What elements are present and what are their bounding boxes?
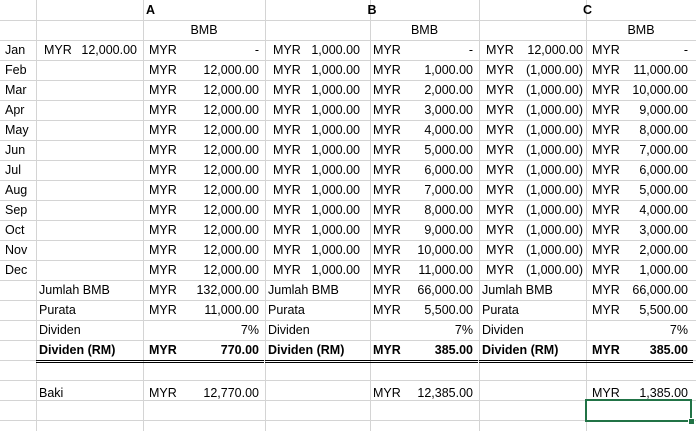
jumlah-bmb-label[interactable]: Jumlah BMB xyxy=(482,283,553,297)
col-a-bmb[interactable]: - xyxy=(254,43,259,57)
currency-symbol: MYR xyxy=(486,123,514,137)
month-label[interactable]: Jul xyxy=(5,163,21,177)
purata-value[interactable]: 5,500.00 xyxy=(424,303,473,317)
currency-symbol: MYR xyxy=(486,183,514,197)
col-a-bmb[interactable]: 12,000.00 xyxy=(203,263,259,277)
jumlah-bmb-value[interactable]: 132,000.00 xyxy=(196,283,259,297)
col-a-bmb[interactable]: 12,000.00 xyxy=(203,163,259,177)
col-b-bmb[interactable]: 6,000.00 xyxy=(424,163,473,177)
col-c-flow[interactable]: (1,000.00) xyxy=(526,263,583,277)
col-b-flow[interactable]: 1,000.00 xyxy=(311,63,360,77)
currency-symbol: MYR xyxy=(273,263,301,277)
col-b-bmb[interactable]: 5,000.00 xyxy=(424,143,473,157)
dividen-rm-label[interactable]: Dividen (RM) xyxy=(268,343,345,357)
purata-label[interactable]: Purata xyxy=(268,303,305,317)
currency-symbol: MYR xyxy=(273,123,301,137)
col-a-bmb[interactable]: 12,000.00 xyxy=(203,123,259,137)
col-c-bmb[interactable]: 11,000.00 xyxy=(633,63,688,77)
col-a-bmb[interactable]: 12,000.00 xyxy=(203,63,259,77)
currency-symbol: MYR xyxy=(273,83,301,97)
col-c-bmb[interactable]: 9,000.00 xyxy=(639,103,688,117)
gridline-horizontal xyxy=(0,380,696,381)
currency-symbol: MYR xyxy=(149,143,177,157)
col-c-bmb[interactable]: 3,000.00 xyxy=(639,223,688,237)
currency-symbol: MYR xyxy=(592,263,620,277)
currency-symbol: MYR xyxy=(273,103,301,117)
col-c-bmb[interactable]: 4,000.00 xyxy=(639,203,688,217)
month-label[interactable]: Feb xyxy=(5,63,27,77)
currency-symbol: MYR xyxy=(486,103,514,117)
dividen-rm-label[interactable]: Dividen (RM) xyxy=(482,343,559,357)
col-c-bmb[interactable]: 7,000.00 xyxy=(639,143,688,157)
currency-symbol: MYR xyxy=(373,263,401,277)
purata-value[interactable]: 5,500.00 xyxy=(639,303,688,317)
currency-symbol: MYR xyxy=(592,123,620,137)
fill-handle[interactable] xyxy=(688,418,695,425)
col-a-bmb[interactable]: 12,000.00 xyxy=(203,83,259,97)
dividen-rm-label[interactable]: Dividen (RM) xyxy=(39,343,116,357)
gridline-vertical xyxy=(265,0,266,431)
col-b-bmb[interactable]: 2,000.00 xyxy=(424,83,473,97)
col-b-flow[interactable]: 1,000.00 xyxy=(311,203,360,217)
currency-symbol: MYR xyxy=(486,203,514,217)
currency-symbol: MYR xyxy=(486,243,514,257)
col-b-bmb[interactable]: 7,000.00 xyxy=(424,183,473,197)
currency-symbol: MYR xyxy=(273,183,301,197)
month-label[interactable]: Oct xyxy=(5,223,25,237)
dividen-rate[interactable]: 7% xyxy=(240,323,259,337)
col-c-flow[interactable]: (1,000.00) xyxy=(526,203,583,217)
col-c-bmb[interactable]: - xyxy=(683,43,688,57)
col-b-flow[interactable]: 1,000.00 xyxy=(311,103,360,117)
col-c-bmb[interactable]: 8,000.00 xyxy=(639,123,688,137)
currency-symbol: MYR xyxy=(149,43,177,57)
col-a-bmb[interactable]: 12,000.00 xyxy=(203,143,259,157)
jumlah-bmb-label[interactable]: Jumlah BMB xyxy=(268,283,339,297)
currency-symbol: MYR xyxy=(373,103,401,117)
currency-symbol: MYR xyxy=(592,203,620,217)
col-b-flow[interactable]: 1,000.00 xyxy=(311,83,360,97)
currency-symbol: MYR xyxy=(373,283,401,297)
month-label[interactable]: Mar xyxy=(5,83,27,97)
col-c-bmb[interactable]: 10,000.00 xyxy=(632,83,688,97)
double-underline xyxy=(265,360,478,363)
double-underline xyxy=(479,360,693,363)
currency-symbol: MYR xyxy=(592,283,620,297)
currency-symbol: MYR xyxy=(592,43,620,57)
col-b-flow[interactable]: 1,000.00 xyxy=(311,43,360,57)
month-label[interactable]: Nov xyxy=(5,243,28,257)
currency-symbol: MYR xyxy=(373,343,401,357)
bmb-label-c[interactable]: BMB xyxy=(627,23,655,37)
currency-symbol: MYR xyxy=(149,223,177,237)
currency-symbol: MYR xyxy=(149,263,177,277)
currency-symbol: MYR xyxy=(486,43,514,57)
currency-symbol: MYR xyxy=(149,243,177,257)
currency-symbol: MYR xyxy=(373,83,401,97)
col-c-flow[interactable]: (1,000.00) xyxy=(526,63,583,77)
currency-symbol: MYR xyxy=(373,43,401,57)
col-c-flow[interactable]: (1,000.00) xyxy=(526,243,583,257)
currency-symbol: MYR xyxy=(486,143,514,157)
bmb-label-a[interactable]: BMB xyxy=(190,23,218,37)
currency-symbol: MYR xyxy=(273,203,301,217)
dividen-rm-value[interactable]: 770.00 xyxy=(220,343,259,357)
col-c-flow[interactable]: (1,000.00) xyxy=(526,223,583,237)
gridline-vertical xyxy=(143,0,144,431)
currency-symbol: MYR xyxy=(373,163,401,177)
col-c-flow[interactable]: (1,000.00) xyxy=(526,183,583,197)
col-b-bmb[interactable]: - xyxy=(468,43,473,57)
col-b-bmb[interactable]: 9,000.00 xyxy=(424,223,473,237)
currency-symbol: MYR xyxy=(373,243,401,257)
col-b-flow[interactable]: 1,000.00 xyxy=(311,163,360,177)
currency-symbol: MYR xyxy=(149,163,177,177)
purata-label[interactable]: Purata xyxy=(39,303,76,317)
currency-symbol: MYR xyxy=(592,63,620,77)
currency-symbol: MYR xyxy=(273,63,301,77)
col-b-flow[interactable]: 1,000.00 xyxy=(311,183,360,197)
month-label[interactable]: Aug xyxy=(5,183,28,197)
bmb-label-b[interactable]: BMB xyxy=(410,23,439,37)
col-b-flow[interactable]: 1,000.00 xyxy=(311,143,360,157)
section-header-b[interactable]: B xyxy=(367,3,377,17)
col-c-flow[interactable]: (1,000.00) xyxy=(526,103,583,117)
month-label[interactable]: Sep xyxy=(5,203,28,217)
currency-symbol: MYR xyxy=(373,143,401,157)
a-jan-deposit[interactable]: 12,000.00 xyxy=(81,43,137,57)
col-b-bmb[interactable]: 10,000.00 xyxy=(417,243,473,257)
currency-symbol: MYR xyxy=(373,303,401,317)
col-b-flow[interactable]: 1,000.00 xyxy=(311,123,360,137)
currency-symbol: MYR xyxy=(592,223,620,237)
jumlah-bmb-label[interactable]: Jumlah BMB xyxy=(39,283,110,297)
purata-value[interactable]: 11,000.00 xyxy=(204,303,259,317)
currency-symbol: MYR xyxy=(486,163,514,177)
currency-symbol: MYR xyxy=(273,243,301,257)
baki-value[interactable]: 12,770.00 xyxy=(203,386,259,400)
col-b-bmb[interactable]: 4,000.00 xyxy=(424,123,473,137)
col-b-flow[interactable]: 1,000.00 xyxy=(311,243,360,257)
currency-symbol: MYR xyxy=(486,223,514,237)
month-label[interactable]: Jan xyxy=(5,43,26,57)
baki-value[interactable]: 1,385.00 xyxy=(639,386,688,400)
currency-symbol: MYR xyxy=(592,183,620,197)
month-label[interactable]: Apr xyxy=(5,103,25,117)
month-label[interactable]: Dec xyxy=(5,263,28,277)
dividen-rm-value[interactable]: 385.00 xyxy=(649,343,688,357)
currency-symbol: MYR xyxy=(149,123,177,137)
jumlah-bmb-value[interactable]: 66,000.00 xyxy=(417,283,473,297)
currency-symbol: MYR xyxy=(149,83,177,97)
dividen-rate[interactable]: 7% xyxy=(669,323,688,337)
gridline-vertical xyxy=(479,0,480,431)
col-b-bmb[interactable]: 8,000.00 xyxy=(424,203,473,217)
col-b-flow[interactable]: 1,000.00 xyxy=(311,223,360,237)
col-c-bmb[interactable]: 6,000.00 xyxy=(639,163,688,177)
col-c-bmb[interactable]: 2,000.00 xyxy=(639,243,688,257)
currency-symbol: MYR xyxy=(373,386,401,400)
col-a-bmb[interactable]: 12,000.00 xyxy=(203,183,259,197)
double-underline xyxy=(36,360,264,363)
currency-symbol: MYR xyxy=(373,123,401,137)
currency-symbol: MYR xyxy=(149,343,177,357)
dividen-rm-value[interactable]: 385.00 xyxy=(434,343,473,357)
currency-symbol: MYR xyxy=(592,243,620,257)
currency-symbol: MYR xyxy=(273,143,301,157)
section-header-c[interactable]: C xyxy=(582,3,593,17)
currency-symbol: MYR xyxy=(273,43,301,57)
col-a-bmb[interactable]: 12,000.00 xyxy=(203,203,259,217)
gridline-vertical xyxy=(370,0,371,431)
dividen-label[interactable]: Dividen xyxy=(482,323,524,337)
section-header-a[interactable]: A xyxy=(145,3,156,17)
currency-symbol: MYR xyxy=(373,183,401,197)
currency-symbol: MYR xyxy=(373,63,401,77)
col-a-bmb[interactable]: 12,000.00 xyxy=(203,223,259,237)
month-label[interactable]: Jun xyxy=(5,143,26,157)
purata-label[interactable]: Purata xyxy=(482,303,519,317)
baki-label[interactable]: Baki xyxy=(39,386,64,400)
col-c-flow[interactable]: (1,000.00) xyxy=(526,83,583,97)
currency-symbol: MYR xyxy=(373,203,401,217)
dividen-label[interactable]: Dividen xyxy=(268,323,310,337)
currency-symbol: MYR xyxy=(149,183,177,197)
currency-symbol: MYR xyxy=(592,386,620,400)
col-c-bmb[interactable]: 1,000.00 xyxy=(639,263,688,277)
jumlah-bmb-value[interactable]: 66,000.00 xyxy=(632,283,688,297)
col-c-flow[interactable]: (1,000.00) xyxy=(526,123,583,137)
currency-symbol: MYR xyxy=(149,203,177,217)
currency-symbol: MYR xyxy=(149,283,177,297)
col-c-bmb[interactable]: 5,000.00 xyxy=(639,183,688,197)
currency-symbol: MYR xyxy=(149,63,177,77)
col-b-bmb[interactable]: 3,000.00 xyxy=(424,103,473,117)
col-b-bmb[interactable]: 1,000.00 xyxy=(424,63,473,77)
col-a-bmb[interactable]: 12,000.00 xyxy=(203,103,259,117)
col-c-flow[interactable]: 12,000.00 xyxy=(527,43,583,57)
currency-symbol: MYR xyxy=(373,223,401,237)
currency-symbol: MYR xyxy=(149,386,177,400)
currency-symbol: MYR xyxy=(592,83,620,97)
currency-symbol: MYR xyxy=(273,163,301,177)
dividen-rate[interactable]: 7% xyxy=(454,323,473,337)
gridline-vertical xyxy=(36,0,37,431)
currency-symbol: MYR xyxy=(592,103,620,117)
currency-symbol: MYR xyxy=(592,143,620,157)
currency-symbol: MYR xyxy=(149,103,177,117)
currency-symbol: MYR xyxy=(273,223,301,237)
currency-symbol: MYR xyxy=(486,263,514,277)
currency-symbol: MYR xyxy=(149,303,177,317)
currency-symbol: MYR xyxy=(486,63,514,77)
selected-cell[interactable] xyxy=(585,399,692,422)
col-c-flow[interactable]: (1,000.00) xyxy=(526,163,583,177)
currency-symbol: MYR xyxy=(592,343,620,357)
currency-symbol: MYR xyxy=(592,303,620,317)
gridline-vertical xyxy=(586,0,587,431)
currency-symbol: MYR xyxy=(486,83,514,97)
col-b-flow[interactable]: 1,000.00 xyxy=(311,263,360,277)
currency-symbol: MYR xyxy=(592,163,620,177)
month-label[interactable]: May xyxy=(5,123,29,137)
col-c-flow[interactable]: (1,000.00) xyxy=(526,143,583,157)
col-b-bmb[interactable]: 11,000.00 xyxy=(418,263,473,277)
dividen-label[interactable]: Dividen xyxy=(39,323,81,337)
currency-symbol: MYR xyxy=(44,43,72,57)
col-a-bmb[interactable]: 12,000.00 xyxy=(203,243,259,257)
baki-value[interactable]: 12,385.00 xyxy=(417,386,473,400)
